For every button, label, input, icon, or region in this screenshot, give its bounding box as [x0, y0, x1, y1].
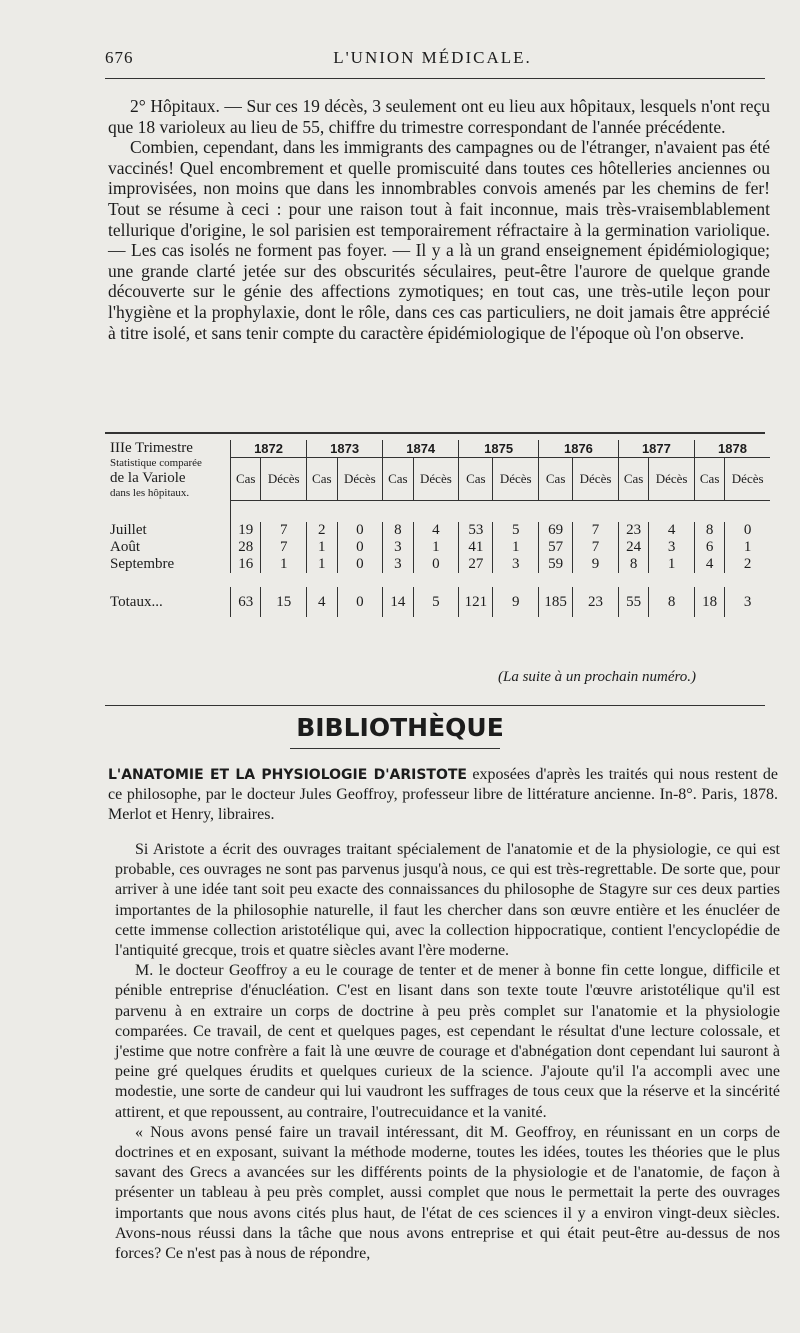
section-rule	[105, 705, 765, 706]
row-label: Septembre	[110, 556, 175, 572]
col-deces: Décès	[337, 457, 383, 500]
table-cell: 1	[413, 539, 459, 556]
table-cell: 57	[539, 539, 573, 556]
table-label-hopitaux: dans les hôpitaux.	[110, 487, 190, 499]
table-label-statistique: Statistique comparée	[110, 457, 202, 469]
table-cell: 8	[618, 556, 648, 573]
table-row	[108, 522, 770, 539]
continuation-note: (La suite à un prochain numéro.)	[498, 669, 697, 685]
table-cell: 0	[337, 522, 383, 539]
year-header: 1878	[694, 440, 770, 457]
col-cas: Cas	[539, 457, 573, 500]
variola-statistics-table	[108, 440, 770, 617]
table-cell: 6	[694, 539, 724, 556]
table-cell: 41	[459, 539, 493, 556]
running-header	[105, 48, 760, 72]
table-cell: 15	[261, 587, 307, 617]
table-cell: 3	[725, 587, 770, 617]
table-cell: 7	[261, 522, 307, 539]
row-label: Août	[110, 539, 140, 555]
section-title: BIBLIOTHÈQUE	[296, 713, 504, 742]
journal-title: L'UNION MÉDICALE.	[333, 48, 532, 67]
col-cas: Cas	[618, 457, 648, 500]
col-cas: Cas	[383, 457, 413, 500]
table-spacer-cells	[231, 500, 771, 522]
table-cell: 1	[725, 539, 770, 556]
year-header: 1877	[618, 440, 694, 457]
col-cas: Cas	[694, 457, 724, 500]
table-cell: 7	[573, 522, 619, 539]
table-row	[108, 539, 770, 556]
paragraph-combien: Combien, cependant, dans les immigrants des campagnes ou de l'étranger, n'avaient pas été vaccinés! Quel encombrement et quelle promiscuité dans toutes ces hôtelleries anciennes ou improvisées, non moins que dans les innombrables convois amenés par les chemins de fer! Tout se résume à ceci : pour une raison tout à fait inconnue, mais très-vraisemblablement tellurique d'origine, le sol parisien est temporairement réfractaire à la germination variolique. — Les cas isolés ne forment pas foyer. — Il y a là un grand enseignement épidémiologique; une grande clarté jetée sur des obscurités séculaires, peut-être l'aurore de quelque grande découverte sur le génie des affections zymotiques; en tout cas, une très-utile leçon pour l'hygiène et la prophylaxie, dont le rôle, dans ces cas particuliers, ne doit jamais être apprécié à titre isolé, et sans tenir compte du caractère épidémiologique de l'époque où l'on observe.	[108, 137, 770, 343]
col-deces: Décès	[725, 457, 770, 500]
table-label-trimestre	[108, 440, 231, 457]
table-cell: 0	[337, 587, 383, 617]
table-cell: 8	[383, 522, 413, 539]
review-paragraph-2: M. le docteur Geoffroy a eu le courage de tenter et de mener à bonne fin cette longue, difficile et pénible entreprise d'énucléation. C'est en lisant dans son texte toute l'œuvre aristotélique qu'il est parvenu à en extraire un corps de doctrine à peu près complet sur l'anatomie et la physiologie comparées. Ce travail, de cent et quelques pages, est cependant le résultat d'une lecture colossale, et j'estime que notre confrère a fait là une œuvre de courage et d'abnégation dont cependant lui sauront à peine gré quelques érudits et quelques curieux de la science. J'ajoute qu'il l'a accompli avec une modestie, une sorte de candeur qui lui vaudront les suffrages de tous ceux que la réserve et la sincérité attirent, et que repoussent, au contraire, l'outrecuidance et la vanité.	[115, 962, 780, 1121]
table-cell: 18	[694, 587, 724, 617]
table-cell: 19	[231, 522, 261, 539]
table-cell: 69	[539, 522, 573, 539]
col-cas: Cas	[307, 457, 337, 500]
col-deces: Décès	[261, 457, 307, 500]
table-top-rule	[105, 432, 765, 434]
table-cell: 8	[694, 522, 724, 539]
table-cell: 5	[413, 587, 459, 617]
col-deces: Décès	[649, 457, 695, 500]
table-cell: 185	[539, 587, 573, 617]
table-cell: 2	[307, 522, 337, 539]
table-cell: 0	[337, 539, 383, 556]
table-cell: 0	[413, 556, 459, 573]
page-number: 676	[105, 48, 134, 67]
table-total-row	[108, 587, 770, 617]
year-header: 1872	[231, 440, 307, 457]
table-cell: 9	[493, 587, 539, 617]
col-cas: Cas	[231, 457, 261, 500]
year-header: 1873	[307, 440, 383, 457]
table-cell: 121	[459, 587, 493, 617]
table-cell: 1	[261, 556, 307, 573]
table-cell: 1	[649, 556, 695, 573]
header-rule	[105, 78, 765, 79]
table-row	[108, 556, 770, 573]
book-details: exposées d'après les traités qui nous restent de ce philosophe, par le docteur Jules Geoffroy, professeur libre de littérature ancienne. In-8°. Paris, 1878. Merlot et Henry, libraires.	[108, 766, 778, 823]
table-cell: 3	[383, 539, 413, 556]
table-cell: 8	[649, 587, 695, 617]
epidemiology-text	[108, 96, 770, 343]
row-label: Juillet	[110, 522, 147, 538]
table-cell: 4	[649, 522, 695, 539]
table-label-line: IIIe Trimestre	[110, 440, 193, 456]
section-underline	[290, 748, 500, 749]
table-spacer	[108, 500, 231, 522]
table-label-variole: de la Variole	[110, 470, 186, 486]
book-title: L'ANATOMIE ET LA PHYSIOLOGIE D'ARISTOTE	[108, 767, 467, 783]
table-cell: 4	[694, 556, 724, 573]
table-cell: 1	[493, 539, 539, 556]
year-header: 1874	[383, 440, 459, 457]
table-cell: 7	[573, 539, 619, 556]
book-entry	[108, 765, 778, 825]
col-deces: Décès	[493, 457, 539, 500]
table-cell: 16	[231, 556, 261, 573]
table-cell: 4	[307, 587, 337, 617]
row-label: Totaux...	[110, 593, 163, 610]
table-cell: 63	[231, 587, 261, 617]
table-cell: 4	[413, 522, 459, 539]
year-header: 1876	[539, 440, 619, 457]
table-cell: 28	[231, 539, 261, 556]
paragraph-hopitaux: 2° Hôpitaux. — Sur ces 19 décès, 3 seulement ont eu lieu aux hôpitaux, lesquels n'ont reçu que 18 varioleux au lieu de 55, chiffre du trimestre correspondant de l'année précédente.	[108, 96, 770, 137]
table-cell: 59	[539, 556, 573, 573]
col-deces: Décès	[573, 457, 619, 500]
table-cell: 0	[337, 556, 383, 573]
col-deces: Décès	[413, 457, 459, 500]
table-cell: 0	[725, 522, 770, 539]
table-cell: 53	[459, 522, 493, 539]
table-cell: 24	[618, 539, 648, 556]
year-header: 1875	[459, 440, 539, 457]
table-cell: 23	[618, 522, 648, 539]
table-cell: 2	[725, 556, 770, 573]
table-cell: 23	[573, 587, 619, 617]
table-cell: 27	[459, 556, 493, 573]
table-cell: 55	[618, 587, 648, 617]
table-cell: 3	[649, 539, 695, 556]
table-cell: 1	[307, 539, 337, 556]
review-paragraph-1: Si Aristote a écrit des ouvrages traitant spécialement de l'anatomie et de la physiologie, ce qui est probable, ces ouvrages ne sont pas parvenus jusqu'à nous, ce qui est très-regrettable. De sorte que, pour arriver à une idée tant soit peu exacte des connaissances du philosophe de Stagyre sur ces deux parties importantes de la philosophie naturelle, il faut les chercher dans son œuvre entière et les énucléer de cette immense collection aristotélique qui, avec la collection hippocratique, contient l'encyclopédie de l'antiquité grecque, trois et quatre siècles avant l'ère moderne.	[115, 841, 780, 960]
table-cell: 7	[261, 539, 307, 556]
col-cas: Cas	[459, 457, 493, 500]
review-paragraph-3: « Nous avons pensé faire un travail intéressant, dit M. Geoffroy, en réunissant en un corps de doctrines et en exposant, suivant la méthode moderne, toutes les idées, toutes les théories que le plus savant des Grecs a avancées sur les différents points de la physiologie et de l'anatomie, de façon à présenter un tableau à peu près complet, aussi complet que nous le permettait la perte des ouvrages importants que nous avons cités plus haut, de l'état de ces sciences il y a environ vingt-deux siècles. Avons-nous réussi dans la tâche que nous avons entreprise et qui était peut-être au-dessus de nos forces? Ce n'est pas à nous de répondre,	[115, 1123, 780, 1263]
table-cell: 5	[493, 522, 539, 539]
table-cell: 1	[307, 556, 337, 573]
table-cell: 3	[383, 556, 413, 573]
table-cell: 9	[573, 556, 619, 573]
table-cell: 14	[383, 587, 413, 617]
review-text	[115, 840, 780, 1264]
table-body	[108, 522, 770, 617]
table-spacer-row	[108, 573, 770, 587]
table-cell: 3	[493, 556, 539, 573]
